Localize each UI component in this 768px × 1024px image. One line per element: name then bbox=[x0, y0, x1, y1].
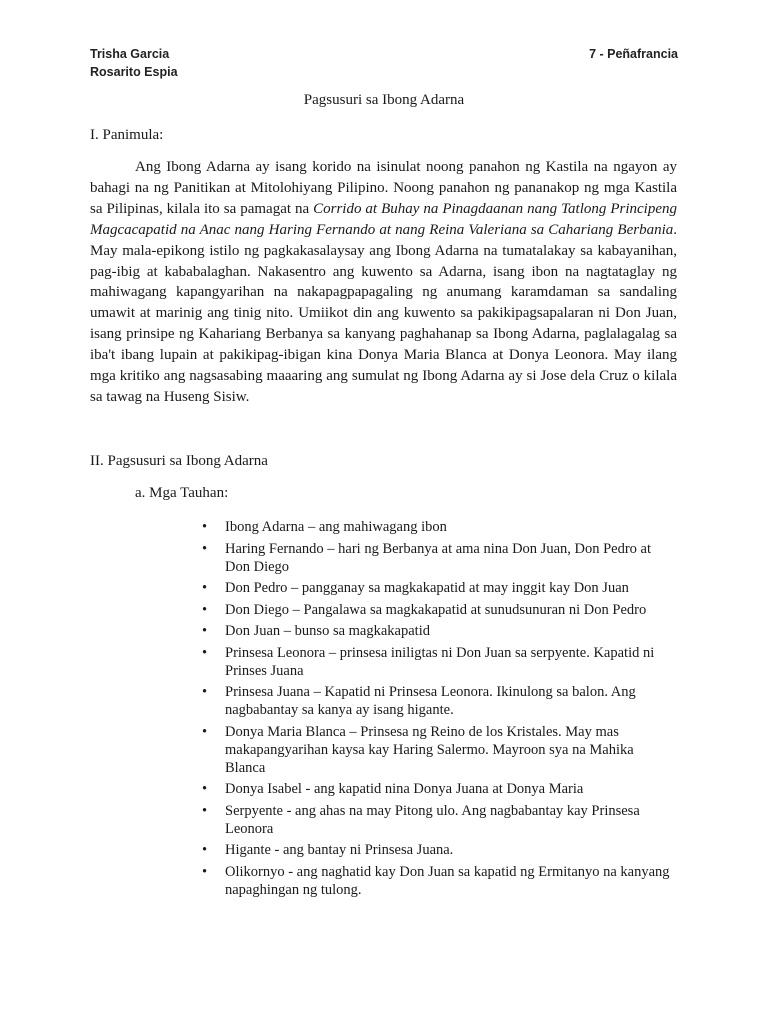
intro-paragraph bbox=[90, 157, 677, 408]
character-list-item bbox=[200, 723, 670, 777]
analysis-heading: II. Pagsusuri sa Ibong Adarna bbox=[90, 453, 268, 469]
character-description: Olikornyo - ang naghatid kay Don Juan sa kapatid ng Ermitanyo na kanyang napaghingan ng tulong. bbox=[225, 863, 670, 898]
bullet-icon: • bbox=[202, 519, 208, 535]
character-description: Prinsesa Juana – Kapatid ni Prinsesa Leonora. Ikinulong sa balon. Ang nagbabantay sa kanya ay isang higante. bbox=[225, 684, 636, 718]
bullet-icon: • bbox=[202, 684, 208, 700]
author-block bbox=[90, 45, 178, 81]
character-description: Donya Isabel - ang kapatid nina Donya Juana at Donya Maria bbox=[225, 781, 584, 797]
bullet-icon: • bbox=[202, 540, 208, 557]
characters-subheading: a. Mga Tauhan: bbox=[135, 485, 229, 501]
original-title: Corrido at Buhay na Pinagdaanan nang Tatlong Principeng Magcacapatid na Anac nang Haring Fernando at nang Reina Valeriana sa Cahariang Berbania bbox=[90, 200, 677, 238]
bullet-icon: • bbox=[202, 842, 208, 858]
character-list-item bbox=[200, 579, 670, 597]
character-description: Prinsesa Leonora – prinsesa iniligtas ni Don Juan sa serpyente. Kapatid ni Prinses Juana bbox=[225, 644, 655, 679]
character-list-item bbox=[200, 683, 670, 719]
class-section: 7 - Peñafrancia bbox=[589, 47, 678, 61]
character-list-item bbox=[200, 622, 670, 640]
bullet-icon: • bbox=[202, 781, 208, 797]
character-list-item bbox=[200, 601, 670, 619]
bullet-icon: • bbox=[202, 863, 208, 880]
intro-text-start: Ang Ibong Adarna ay isang korido na isinulat noong panahon ng Kastila na ngayon ay bahagi na ng Panitikan at Mitolohiyang Pilipino. Noong panahon ng pananakop ng mga Kastila sa Pilipinas, kilala ito sa pamagat na bbox=[90, 159, 677, 217]
character-description: Don Pedro – pangganay sa magkakapatid at may inggit kay Don Juan bbox=[225, 580, 629, 596]
bullet-icon: • bbox=[202, 623, 208, 639]
character-description: Higante - ang bantay ni Prinsesa Juana. bbox=[225, 842, 454, 858]
bullet-icon: • bbox=[202, 601, 208, 618]
character-description: Serpyente - ang ahas na may Pitong ulo. Ang nagbabantay kay Prinsesa Leonora bbox=[225, 802, 640, 837]
bullet-icon: • bbox=[202, 580, 208, 596]
intro-text-end: . May mala-epikong istilo ng pagkakasalaysay ang Ibong Adarna na tumatalakay sa kabayanihan, pag-ibig at kababalaghan. Nakasentro ang kuwento sa Adarna, isang ibon na nagtataglay ng mahiwagang kapangyarihan na nakapagpapagaling ng anumang karamdaman sa sandaling umawit at marinig ang tinig nito. Umiikot din ang kuwento sa pakikipagsapalaran ni Don Juan, isang prinsipe ng Kahariang Berbanya sa kanyang paghahanap sa Ibong Adarna, paglalagalag sa iba't ibang lupain at pakikipag-ibigan kina Donya Maria Blanca at Donya Leonora. May ilang mga kritiko ang nagsasabing maaaring ang sumulat ng Ibong Adarna ay si Jose dela Cruz o kilala sa tawag na Huseng Sisiw. bbox=[90, 221, 677, 405]
document-title: Pagsusuri sa Ibong Adarna bbox=[303, 92, 465, 108]
character-list-item bbox=[200, 863, 670, 899]
author-name-2: Rosarito Espia bbox=[90, 65, 178, 79]
author-name-1: Trisha Garcia bbox=[90, 47, 170, 61]
intro-heading: I. Panimula: bbox=[90, 127, 164, 143]
character-description: Donya Maria Blanca – Prinsesa ng Reino de los Kristales. May mas makapangyarihan kaysa kay Haring Salermo. Mayroon sya na Mahika Blanca bbox=[225, 723, 634, 776]
bullet-icon: • bbox=[202, 802, 208, 819]
character-description: Don Juan – bunso sa magkakapatid bbox=[225, 623, 430, 639]
character-list bbox=[200, 518, 670, 902]
bullet-icon: • bbox=[202, 723, 208, 740]
character-list-item bbox=[200, 841, 670, 859]
bullet-icon: • bbox=[202, 644, 208, 661]
character-list-item bbox=[200, 780, 670, 798]
character-list-item bbox=[200, 540, 670, 576]
character-list-item bbox=[200, 802, 670, 838]
character-description: Ibong Adarna – ang mahiwagang ibon bbox=[225, 519, 447, 535]
character-list-item bbox=[200, 518, 670, 536]
character-description: Don Diego – Pangalawa sa magkakapatid at sunudsunuran ni Don Pedro bbox=[225, 601, 647, 618]
character-description: Haring Fernando – hari ng Berbanya at ama nina Don Juan, Don Pedro at Don Diego bbox=[225, 540, 652, 575]
character-list-item bbox=[200, 644, 670, 680]
